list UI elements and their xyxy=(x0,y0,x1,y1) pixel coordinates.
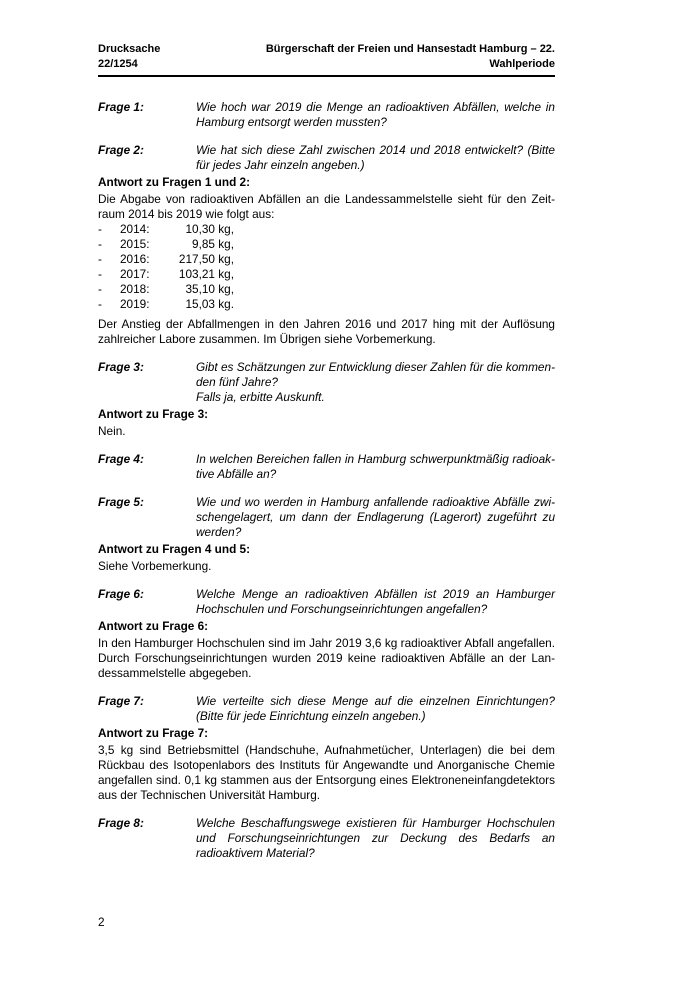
answer-3-text: Nein. xyxy=(98,424,126,438)
list-item-bullet: - xyxy=(98,237,102,251)
question-4-text: In welchen Bereichen fallen in Hamburg schwerpunktmäßig radioaktive Abfälle an? xyxy=(196,452,555,481)
list-item-year: 2017: xyxy=(120,267,150,281)
document-header xyxy=(98,42,555,77)
answer-heading-3: Antwort zu Frage 3: xyxy=(98,407,209,421)
question-block-7 xyxy=(98,694,555,724)
question-1-text: Wie hoch war 2019 die Menge an radioaktiven Abfällen, welche in Hamburg entsorgt werden mussten? xyxy=(196,100,555,129)
question-7-text: Wie verteilte sich diese Menge auf die einzelnen Einrichtungen? (Bitte für jede Einrichtung einzeln angeben.) xyxy=(196,694,555,723)
list-item xyxy=(98,282,555,297)
question-block-3 xyxy=(98,360,555,405)
page-number: 2 xyxy=(98,915,105,929)
answer-heading-6: Antwort zu Frage 6: xyxy=(98,619,209,633)
list-item-bullet: - xyxy=(98,297,102,311)
question-5-label: Frage 5: xyxy=(98,495,144,509)
question-8-text: Welche Beschaffungswege existieren für Hamburger Hochschulen und Forschungseinrichtungen zur Deckung des Bedarfs an radioaktivem Material? xyxy=(196,816,555,860)
question-3-label: Frage 3: xyxy=(98,360,144,374)
list-item-year: 2019: xyxy=(120,297,150,311)
list-item xyxy=(98,237,555,252)
list-item-bullet: - xyxy=(98,267,102,281)
question-1-label: Frage 1: xyxy=(98,100,144,114)
list-item xyxy=(98,252,555,267)
question-block-4 xyxy=(98,452,555,482)
list-item-bullet: - xyxy=(98,222,102,236)
question-block-8 xyxy=(98,816,555,861)
list-item-year: 2015: xyxy=(120,237,150,251)
list-item-amount: 9,85 kg, xyxy=(192,237,234,251)
list-item-amount: 10,30 kg, xyxy=(185,222,234,236)
answer-heading-4-5: Antwort zu Fragen 4 und 5: xyxy=(98,542,251,556)
question-3-text-p2: Falls ja, erbitte Auskunft. xyxy=(196,390,325,404)
question-8-label: Frage 8: xyxy=(98,816,144,830)
question-4-label: Frage 4: xyxy=(98,452,144,466)
list-item-amount: 217,50 kg, xyxy=(178,252,234,266)
answer-1-2-intro: Die Abgabe von radioaktiven Abfällen an die Landessammelstelle sieht für den Zeitraum 2014 bis 2019 wie folgt aus: xyxy=(98,192,555,221)
list-item-year: 2016: xyxy=(120,252,150,266)
list-item-year: 2014: xyxy=(120,222,150,236)
list-item-amount: 35,10 kg, xyxy=(185,282,234,296)
question-block-2 xyxy=(98,143,555,173)
list-item-amount: 103,21 kg, xyxy=(178,267,234,281)
question-block-5 xyxy=(98,495,555,540)
question-2-text: Wie hat sich diese Zahl zwischen 2014 und 2018 entwickelt? (Bitte für jedes Jahr einzeln angeben.) xyxy=(196,143,555,172)
answer-7-text: 3,5 kg sind Betriebsmittel (Handschuhe, Aufnahmetücher, Unterlagen) die bei dem Rückbau des Isotopenlabors des Instituts für Angewandte und Anorganische Chemie angefallen sind. 0,1 kg stammen aus der Entsorgung eines Elektroneneinfangdetektors aus der Technischen Universität Hamburg. xyxy=(98,743,555,802)
doc-title: Bürgerschaft der Freien und Hansestadt Hamburg – 22. Wahlperiode xyxy=(265,43,555,70)
question-7-label: Frage 7: xyxy=(98,694,144,708)
list-item-bullet: - xyxy=(98,282,102,296)
list-item-year: 2018: xyxy=(120,282,150,296)
list-item xyxy=(98,297,555,312)
list-item-bullet: - xyxy=(98,252,102,266)
list-item-amount: 15,03 kg. xyxy=(185,297,234,311)
waste-amount-list xyxy=(98,222,555,312)
question-6-text: Welche Menge an radioaktiven Abfällen ist 2019 an Hamburger Hochschulen und Forschungseinrichtungen angefallen? xyxy=(196,587,555,616)
question-3-text xyxy=(196,360,555,405)
doc-number: Drucksache 22/1254 xyxy=(98,43,161,70)
question-block-6 xyxy=(98,587,555,617)
question-6-label: Frage 6: xyxy=(98,587,144,601)
question-5-text: Wie und wo werden in Hamburg anfallende radioaktive Abfälle zwischengelagert, um dann der Endlagerung (Lagerort) zugeführt zu werden? xyxy=(196,495,555,539)
question-2-label: Frage 2: xyxy=(98,143,144,157)
answer-6-text: In den Hamburger Hochschulen sind im Jahr 2019 3,6 kg radioaktiver Abfall angefallen. Durch Forschungseinrichtungen wurden 2019 keine radioaktiven Abfälle an der Landessammelstelle abgegeben. xyxy=(98,636,555,680)
question-3-text-p1: Gibt es Schätzungen zur Entwicklung dieser Zahlen für die kommenden fünf Jahre? xyxy=(196,360,555,389)
document-body xyxy=(98,100,555,861)
question-block-1 xyxy=(98,100,555,130)
list-item xyxy=(98,267,555,282)
answer-heading-1-2: Antwort zu Fragen 1 und 2: xyxy=(98,175,251,189)
answer-1-2-outro: Der Anstieg der Abfallmengen in den Jahren 2016 und 2017 hing mit der Auflösung zahlreicher Labore zusammen. Im Übrigen siehe Vorbemerkung. xyxy=(98,317,555,346)
answer-4-5-text: Siehe Vorbemerkung. xyxy=(98,559,212,573)
answer-heading-7: Antwort zu Frage 7: xyxy=(98,726,209,740)
list-item xyxy=(98,222,555,237)
